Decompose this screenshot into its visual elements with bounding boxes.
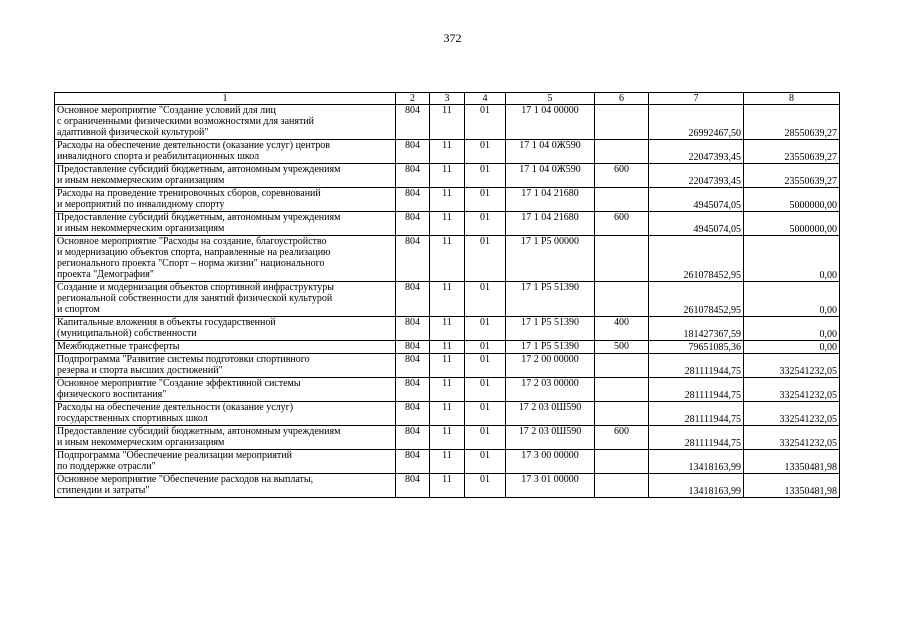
expense-type-cell: [595, 140, 649, 164]
subsection-code-cell: 01: [465, 402, 506, 426]
grbs-code-cell: 804: [396, 164, 430, 188]
row-name-line: и иным некоммерческим организациям: [57, 437, 225, 448]
section-code-cell: 11: [430, 426, 465, 450]
amount-year2-cell: 332541232,05: [744, 426, 840, 450]
row-name-line: и иным некоммерческим организациям: [57, 175, 225, 186]
row-name-line: Основное мероприятие "Создание эффективной системы: [57, 378, 301, 389]
section-code-cell: 11: [430, 317, 465, 341]
row-name-cell: [55, 426, 396, 450]
expense-type-cell: 600: [595, 164, 649, 188]
amount-year1-cell: 13418163,99: [649, 474, 744, 498]
table-row: [55, 212, 840, 236]
row-name-line: проекта "Демография": [57, 269, 154, 280]
expense-type-cell: [595, 402, 649, 426]
amount-year2-cell: 0,00: [744, 236, 840, 282]
target-article-cell: 17 3 00 00000: [506, 450, 595, 474]
amount-year2-cell: 332541232,05: [744, 354, 840, 378]
expense-type-cell: 600: [595, 426, 649, 450]
amount-year1-cell: 281111944,75: [649, 402, 744, 426]
section-code-cell: 11: [430, 212, 465, 236]
grbs-code-cell: 804: [396, 450, 430, 474]
amount-year1-cell: 79651085,36: [649, 341, 744, 354]
amount-year2-cell: 332541232,05: [744, 402, 840, 426]
section-code-cell: 11: [430, 236, 465, 282]
row-name-line: и мероприятий по инвалидному спорту: [57, 199, 225, 210]
section-code-cell: 11: [430, 354, 465, 378]
row-name-cell: [55, 282, 396, 317]
subsection-code-cell: 01: [465, 341, 506, 354]
grbs-code-cell: 804: [396, 474, 430, 498]
row-name-line: (муниципальной) собственности: [57, 328, 197, 339]
section-code-cell: 11: [430, 282, 465, 317]
row-name-line: и модернизацию объектов спорта, направленные на реализацию: [57, 247, 331, 258]
table-row: [55, 188, 840, 212]
target-article-cell: 17 1 04 21680: [506, 188, 595, 212]
table-row: [55, 378, 840, 402]
expense-type-cell: [595, 188, 649, 212]
row-name-cell: [55, 354, 396, 378]
row-name-cell: [55, 402, 396, 426]
table-row: [55, 236, 840, 282]
section-code-cell: 11: [430, 450, 465, 474]
amount-year1-cell: 22047393,45: [649, 164, 744, 188]
row-name-line: Основное мероприятие "Расходы на создание, благоустройство: [57, 236, 327, 247]
target-article-cell: 17 2 03 0Ш590: [506, 402, 595, 426]
grbs-code-cell: 804: [396, 341, 430, 354]
target-article-cell: 17 2 03 0Ш590: [506, 426, 595, 450]
amount-year1-cell: 281111944,75: [649, 426, 744, 450]
section-code-cell: 11: [430, 105, 465, 140]
row-name-cell: [55, 212, 396, 236]
grbs-code-cell: 804: [396, 140, 430, 164]
grbs-code-cell: 804: [396, 282, 430, 317]
amount-year1-cell: 26992467,50: [649, 105, 744, 140]
row-name-line: Предоставление субсидий бюджетным, автономным учреждениям: [57, 426, 341, 437]
subsection-code-cell: 01: [465, 236, 506, 282]
page-number: 372: [443, 31, 462, 45]
table-row: [55, 341, 840, 354]
column-header: 4: [465, 93, 506, 105]
row-name-line: Расходы на проведение тренировочных сборов, соревнований: [57, 188, 321, 199]
table-row: [55, 474, 840, 498]
expense-type-cell: 400: [595, 317, 649, 341]
grbs-code-cell: 804: [396, 426, 430, 450]
column-header: 6: [595, 93, 649, 105]
row-name-cell: [55, 474, 396, 498]
subsection-code-cell: 01: [465, 282, 506, 317]
table-row: [55, 105, 840, 140]
amount-year2-cell: 332541232,05: [744, 378, 840, 402]
row-name-line: региональной собственности для занятий физической культурой: [57, 293, 333, 304]
target-article-cell: 17 2 00 00000: [506, 354, 595, 378]
expense-type-cell: [595, 474, 649, 498]
row-name-line: Расходы на обеспечение деятельности (оказание услуг): [57, 402, 294, 413]
row-name-line: резерва и спорта высших достижений": [57, 365, 223, 376]
amount-year1-cell: 281111944,75: [649, 378, 744, 402]
row-name-cell: [55, 450, 396, 474]
grbs-code-cell: 804: [396, 354, 430, 378]
row-name-cell: [55, 188, 396, 212]
table-row: [55, 140, 840, 164]
amount-year1-cell: 281111944,75: [649, 354, 744, 378]
target-article-cell: 17 1 Р5 51390: [506, 282, 595, 317]
amount-year2-cell: 5000000,00: [744, 212, 840, 236]
target-article-cell: 17 1 04 21680: [506, 212, 595, 236]
target-article-cell: 17 2 03 00000: [506, 378, 595, 402]
row-name-line: Предоставление субсидий бюджетным, автономным учреждениям: [57, 164, 341, 175]
subsection-code-cell: 01: [465, 317, 506, 341]
column-header: 2: [396, 93, 430, 105]
subsection-code-cell: 01: [465, 105, 506, 140]
row-name-line: Межбюджетные трансферты: [57, 341, 180, 352]
row-name-line: Подпрограмма "Обеспечение реализации мероприятий: [57, 450, 292, 461]
row-name-line: Предоставление субсидий бюджетным, автономным учреждениям: [57, 212, 341, 223]
header-row: [55, 93, 840, 105]
row-name-line: Создание и модернизация объектов спортивной инфраструктуры: [57, 282, 334, 293]
budget-table: [54, 92, 840, 498]
amount-year2-cell: 23550639,27: [744, 164, 840, 188]
table-row: [55, 450, 840, 474]
section-code-cell: 11: [430, 378, 465, 402]
expense-type-cell: [595, 378, 649, 402]
subsection-code-cell: 01: [465, 164, 506, 188]
column-header: 5: [506, 93, 595, 105]
row-name-cell: [55, 236, 396, 282]
column-header: 1: [55, 93, 396, 105]
subsection-code-cell: 01: [465, 450, 506, 474]
table-row: [55, 164, 840, 188]
subsection-code-cell: 01: [465, 212, 506, 236]
table-row: [55, 402, 840, 426]
amount-year1-cell: 4945074,05: [649, 212, 744, 236]
amount-year1-cell: 261078452,95: [649, 236, 744, 282]
subsection-code-cell: 01: [465, 378, 506, 402]
grbs-code-cell: 804: [396, 188, 430, 212]
amount-year1-cell: 261078452,95: [649, 282, 744, 317]
grbs-code-cell: 804: [396, 105, 430, 140]
target-article-cell: 17 1 04 0Ж590: [506, 140, 595, 164]
section-code-cell: 11: [430, 140, 465, 164]
amount-year2-cell: 13350481,98: [744, 450, 840, 474]
row-name-line: Основное мероприятие "Обеспечение расходов на выплаты,: [57, 474, 314, 485]
row-name-line: стипендии и затраты": [57, 485, 150, 496]
amount-year2-cell: 5000000,00: [744, 188, 840, 212]
expense-type-cell: [595, 450, 649, 474]
amount-year1-cell: 4945074,05: [649, 188, 744, 212]
section-code-cell: 11: [430, 402, 465, 426]
row-name-line: регионального проекта "Спорт – норма жизни" национального: [57, 258, 325, 269]
grbs-code-cell: 804: [396, 236, 430, 282]
target-article-cell: 17 1 04 0Ж590: [506, 164, 595, 188]
row-name-line: инвалидного спорта и реабилитационных школ: [57, 151, 260, 162]
expense-type-cell: 500: [595, 341, 649, 354]
row-name-line: Основное мероприятие "Создание условий для лиц: [57, 105, 276, 116]
target-article-cell: 17 1 04 00000: [506, 105, 595, 140]
expense-type-cell: [595, 105, 649, 140]
column-header: 3: [430, 93, 465, 105]
amount-year2-cell: 13350481,98: [744, 474, 840, 498]
subsection-code-cell: 01: [465, 426, 506, 450]
row-name-line: и иным некоммерческим организациям: [57, 223, 225, 234]
grbs-code-cell: 804: [396, 378, 430, 402]
amount-year1-cell: 181427367,59: [649, 317, 744, 341]
row-name-line: Капитальные вложения в объекты государственной: [57, 317, 276, 328]
amount-year2-cell: 28550639,27: [744, 105, 840, 140]
subsection-code-cell: 01: [465, 140, 506, 164]
row-name-cell: [55, 105, 396, 140]
expense-type-cell: 600: [595, 212, 649, 236]
expense-type-cell: [595, 236, 649, 282]
grbs-code-cell: 804: [396, 317, 430, 341]
table-body: [55, 105, 840, 498]
row-name-cell: [55, 164, 396, 188]
section-code-cell: 11: [430, 474, 465, 498]
row-name-cell: [55, 317, 396, 341]
target-article-cell: 17 1 Р5 51390: [506, 341, 595, 354]
table-row: [55, 426, 840, 450]
row-name-line: государственных спортивных школ: [57, 413, 208, 424]
table-row: [55, 282, 840, 317]
section-code-cell: 11: [430, 341, 465, 354]
row-name-line: адаптивной физической культурой": [57, 127, 209, 138]
row-name-cell: [55, 378, 396, 402]
amount-year2-cell: 0,00: [744, 341, 840, 354]
amount-year2-cell: 0,00: [744, 317, 840, 341]
row-name-line: с ограниченными физическими возможностями для занятий: [57, 116, 315, 127]
row-name-line: и спортом: [57, 304, 100, 315]
subsection-code-cell: 01: [465, 354, 506, 378]
row-name-line: Расходы на обеспечение деятельности (оказание услуг) центров: [57, 140, 330, 151]
row-name-line: Подпрограмма "Развитие системы подготовки спортивного: [57, 354, 310, 365]
column-header: 8: [744, 93, 840, 105]
section-code-cell: 11: [430, 164, 465, 188]
section-code-cell: 11: [430, 188, 465, 212]
target-article-cell: 17 1 Р5 51390: [506, 317, 595, 341]
row-name-line: по поддержке отрасли": [57, 461, 156, 472]
expense-type-cell: [595, 282, 649, 317]
expense-type-cell: [595, 354, 649, 378]
row-name-cell: [55, 341, 396, 354]
target-article-cell: 17 3 01 00000: [506, 474, 595, 498]
target-article-cell: 17 1 Р5 00000: [506, 236, 595, 282]
subsection-code-cell: 01: [465, 188, 506, 212]
amount-year1-cell: 22047393,45: [649, 140, 744, 164]
table-row: [55, 354, 840, 378]
grbs-code-cell: 804: [396, 212, 430, 236]
row-name-line: физического воспитания": [57, 389, 167, 400]
subsection-code-cell: 01: [465, 474, 506, 498]
amount-year2-cell: 0,00: [744, 282, 840, 317]
grbs-code-cell: 804: [396, 402, 430, 426]
row-name-cell: [55, 140, 396, 164]
amount-year1-cell: 13418163,99: [649, 450, 744, 474]
table-row: [55, 317, 840, 341]
amount-year2-cell: 23550639,27: [744, 140, 840, 164]
column-header: 7: [649, 93, 744, 105]
